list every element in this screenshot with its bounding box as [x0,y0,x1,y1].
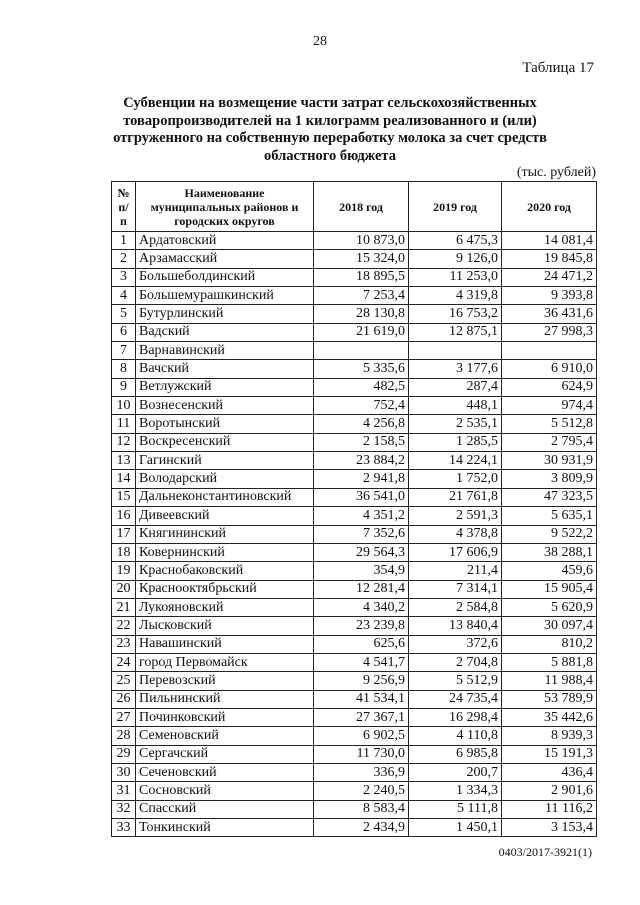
value-2019: 4 319,8 [409,287,502,305]
value-2020: 5 512,8 [502,415,597,433]
value-2020: 5 881,8 [502,653,597,671]
value-2019: 2 584,8 [409,598,502,616]
table-row [112,653,597,671]
value-2019: 2 591,3 [409,507,502,525]
value-2020: 9 522,2 [502,525,597,543]
value-2018: 9 256,9 [314,672,409,690]
row-number: 18 [112,543,136,561]
row-number: 33 [112,819,136,837]
value-2018: 752,4 [314,397,409,415]
row-number: 28 [112,727,136,745]
value-2019: 1 752,0 [409,470,502,488]
value-2018: 23 884,2 [314,452,409,470]
value-2018: 354,9 [314,562,409,580]
row-number: 10 [112,397,136,415]
district-name: Вачский [136,360,314,378]
header-year-2020: 2020 год [502,182,597,232]
district-name: Сеченовский [136,763,314,781]
value-2019: 5 111,8 [409,800,502,818]
value-2019: 6 985,8 [409,745,502,763]
district-name: Бутурлинский [136,305,314,323]
value-2019: 211,4 [409,562,502,580]
value-2019: 24 735,4 [409,690,502,708]
value-2018: 21 619,0 [314,323,409,341]
table-row [112,378,597,396]
district-name: Вадский [136,323,314,341]
value-2019: 21 761,8 [409,488,502,506]
value-2019: 5 512,9 [409,672,502,690]
document-code: 0403/2017-3921(1) [498,845,592,859]
value-2018: 2 158,5 [314,433,409,451]
value-2020: 15 905,4 [502,580,597,598]
value-2020: 53 789,9 [502,690,597,708]
row-number: 11 [112,415,136,433]
district-name: Дивеевский [136,507,314,525]
table-row [112,562,597,580]
district-name: Тонкинский [136,819,314,837]
header-district-name: Наименование муниципальных районов и городских округов [136,182,314,232]
value-2019: 2 704,8 [409,653,502,671]
value-2020: 5 635,1 [502,507,597,525]
district-name: Семеновский [136,727,314,745]
table-row [112,415,597,433]
value-2020: 35 442,6 [502,708,597,726]
district-name: Воскресенский [136,433,314,451]
value-2019: 1 285,5 [409,433,502,451]
row-number: 19 [112,562,136,580]
value-2018: 36 541,0 [314,488,409,506]
value-2020: 2 795,4 [502,433,597,451]
row-number: 17 [112,525,136,543]
district-name: город Первомайск [136,653,314,671]
table-header-row [112,182,597,232]
value-2018: 4 541,7 [314,653,409,671]
row-number: 12 [112,433,136,451]
table-row [112,763,597,781]
district-name: Спасский [136,800,314,818]
district-name: Большеболдинский [136,268,314,286]
district-name: Перевозский [136,672,314,690]
value-2020: 436,4 [502,763,597,781]
value-2018: 6 902,5 [314,727,409,745]
district-name: Гагинский [136,452,314,470]
row-number: 14 [112,470,136,488]
row-number: 23 [112,635,136,653]
value-2018: 2 240,5 [314,782,409,800]
row-number: 1 [112,232,136,250]
value-2019: 3 177,6 [409,360,502,378]
value-2020 [502,342,597,360]
value-2019: 1 450,1 [409,819,502,837]
value-2018: 27 367,1 [314,708,409,726]
value-2018: 29 564,3 [314,543,409,561]
row-number: 15 [112,488,136,506]
table-row [112,819,597,837]
row-number: 25 [112,672,136,690]
value-2018: 23 239,8 [314,617,409,635]
value-2018: 4 340,2 [314,598,409,616]
district-name: Вознесенский [136,397,314,415]
value-2020: 19 845,8 [502,250,597,268]
district-name: Ардатовский [136,232,314,250]
row-number: 24 [112,653,136,671]
value-2019: 16 753,2 [409,305,502,323]
row-number: 21 [112,598,136,616]
value-2019 [409,342,502,360]
value-2019: 11 253,0 [409,268,502,286]
table-row [112,287,597,305]
row-number: 2 [112,250,136,268]
table-row [112,305,597,323]
table-row [112,543,597,561]
table-row [112,250,597,268]
table-label: Таблица 17 [522,60,594,76]
value-2019: 4 378,8 [409,525,502,543]
value-2019: 287,4 [409,378,502,396]
subsidy-table [111,181,597,837]
value-2018: 41 534,1 [314,690,409,708]
row-number: 26 [112,690,136,708]
district-name: Большемурашкинский [136,287,314,305]
district-name: Пильнинский [136,690,314,708]
value-2020: 27 998,3 [502,323,597,341]
table-row [112,635,597,653]
value-2020: 11 116,2 [502,800,597,818]
table-row [112,672,597,690]
table-body [112,232,597,837]
district-name: Дальнеконстантиновский [136,488,314,506]
value-2020: 624,9 [502,378,597,396]
value-2020: 14 081,4 [502,232,597,250]
value-2019: 448,1 [409,397,502,415]
value-2019: 372,6 [409,635,502,653]
value-2019: 200,7 [409,763,502,781]
value-2020: 30 097,4 [502,617,597,635]
district-name: Ковернинский [136,543,314,561]
table-row [112,470,597,488]
table-row [112,525,597,543]
table-row [112,507,597,525]
district-name: Навашинский [136,635,314,653]
row-number: 30 [112,763,136,781]
row-number: 13 [112,452,136,470]
row-number: 20 [112,580,136,598]
row-number: 31 [112,782,136,800]
district-name: Лукояновский [136,598,314,616]
value-2018: 12 281,4 [314,580,409,598]
district-name: Арзамасский [136,250,314,268]
district-name: Воротынский [136,415,314,433]
district-name: Починковский [136,708,314,726]
value-2019: 1 334,3 [409,782,502,800]
header-number: № п/п [112,182,136,232]
row-number: 9 [112,378,136,396]
district-name: Краснооктябрьский [136,580,314,598]
value-2018: 7 253,4 [314,287,409,305]
table-row [112,452,597,470]
value-2019: 6 475,3 [409,232,502,250]
value-2020: 974,4 [502,397,597,415]
district-name: Володарский [136,470,314,488]
header-year-2018: 2018 год [314,182,409,232]
value-2018: 7 352,6 [314,525,409,543]
row-number: 32 [112,800,136,818]
table-row [112,800,597,818]
row-number: 4 [112,287,136,305]
value-2020: 6 910,0 [502,360,597,378]
value-2020: 47 323,5 [502,488,597,506]
value-2019: 4 110,8 [409,727,502,745]
value-2018: 625,6 [314,635,409,653]
row-number: 16 [112,507,136,525]
table-row [112,397,597,415]
row-number: 27 [112,708,136,726]
value-2020: 36 431,6 [502,305,597,323]
value-2018: 4 256,8 [314,415,409,433]
row-number: 8 [112,360,136,378]
table-row [112,488,597,506]
value-2018: 11 730,0 [314,745,409,763]
value-2019: 16 298,4 [409,708,502,726]
value-2020: 15 191,3 [502,745,597,763]
table-row [112,690,597,708]
value-2019: 13 840,4 [409,617,502,635]
value-2018: 18 895,5 [314,268,409,286]
table-row [112,323,597,341]
district-name: Ветлужский [136,378,314,396]
table-row [112,342,597,360]
row-number: 6 [112,323,136,341]
table-row [112,360,597,378]
row-number: 22 [112,617,136,635]
value-2020: 3 153,4 [502,819,597,837]
row-number: 7 [112,342,136,360]
table-row [112,617,597,635]
value-2018: 8 583,4 [314,800,409,818]
value-2019: 14 224,1 [409,452,502,470]
district-name: Княгининский [136,525,314,543]
header-year-2019: 2019 год [409,182,502,232]
row-number: 5 [112,305,136,323]
row-number: 29 [112,745,136,763]
value-2020: 30 931,9 [502,452,597,470]
table-row [112,782,597,800]
table-row [112,745,597,763]
value-2020: 8 939,3 [502,727,597,745]
table-row [112,708,597,726]
value-2019: 9 126,0 [409,250,502,268]
table-row [112,598,597,616]
value-2018: 28 130,8 [314,305,409,323]
value-2020: 810,2 [502,635,597,653]
district-name: Сосновский [136,782,314,800]
value-2018: 2 941,8 [314,470,409,488]
value-2018: 4 351,2 [314,507,409,525]
value-2019: 7 314,1 [409,580,502,598]
units-label: (тыс. рублей) [516,165,596,180]
table-row [112,232,597,250]
value-2018: 15 324,0 [314,250,409,268]
table-row [112,433,597,451]
table-row [112,268,597,286]
value-2020: 38 288,1 [502,543,597,561]
value-2020: 9 393,8 [502,287,597,305]
table-row [112,580,597,598]
value-2018: 5 335,6 [314,360,409,378]
value-2020: 3 809,9 [502,470,597,488]
district-name: Варнавинский [136,342,314,360]
value-2020: 2 901,6 [502,782,597,800]
value-2018: 336,9 [314,763,409,781]
value-2018 [314,342,409,360]
value-2018: 10 873,0 [314,232,409,250]
table-row [112,727,597,745]
value-2020: 5 620,9 [502,598,597,616]
district-name: Сергачский [136,745,314,763]
value-2018: 2 434,9 [314,819,409,837]
value-2020: 459,6 [502,562,597,580]
page-number: 28 [313,34,327,49]
value-2020: 11 988,4 [502,672,597,690]
district-name: Краснобаковский [136,562,314,580]
value-2019: 2 535,1 [409,415,502,433]
value-2018: 482,5 [314,378,409,396]
district-name: Лысковский [136,617,314,635]
row-number: 3 [112,268,136,286]
value-2020: 24 471,2 [502,268,597,286]
value-2019: 17 606,9 [409,543,502,561]
document-title: Субвенции на возмещение части затрат сельскохозяйственных товаропроизводителей на 1 килограмм реализованного и (или) отгруженного на собственную переработку молока за счет средств областного бюджета [113,95,547,164]
value-2019: 12 875,1 [409,323,502,341]
